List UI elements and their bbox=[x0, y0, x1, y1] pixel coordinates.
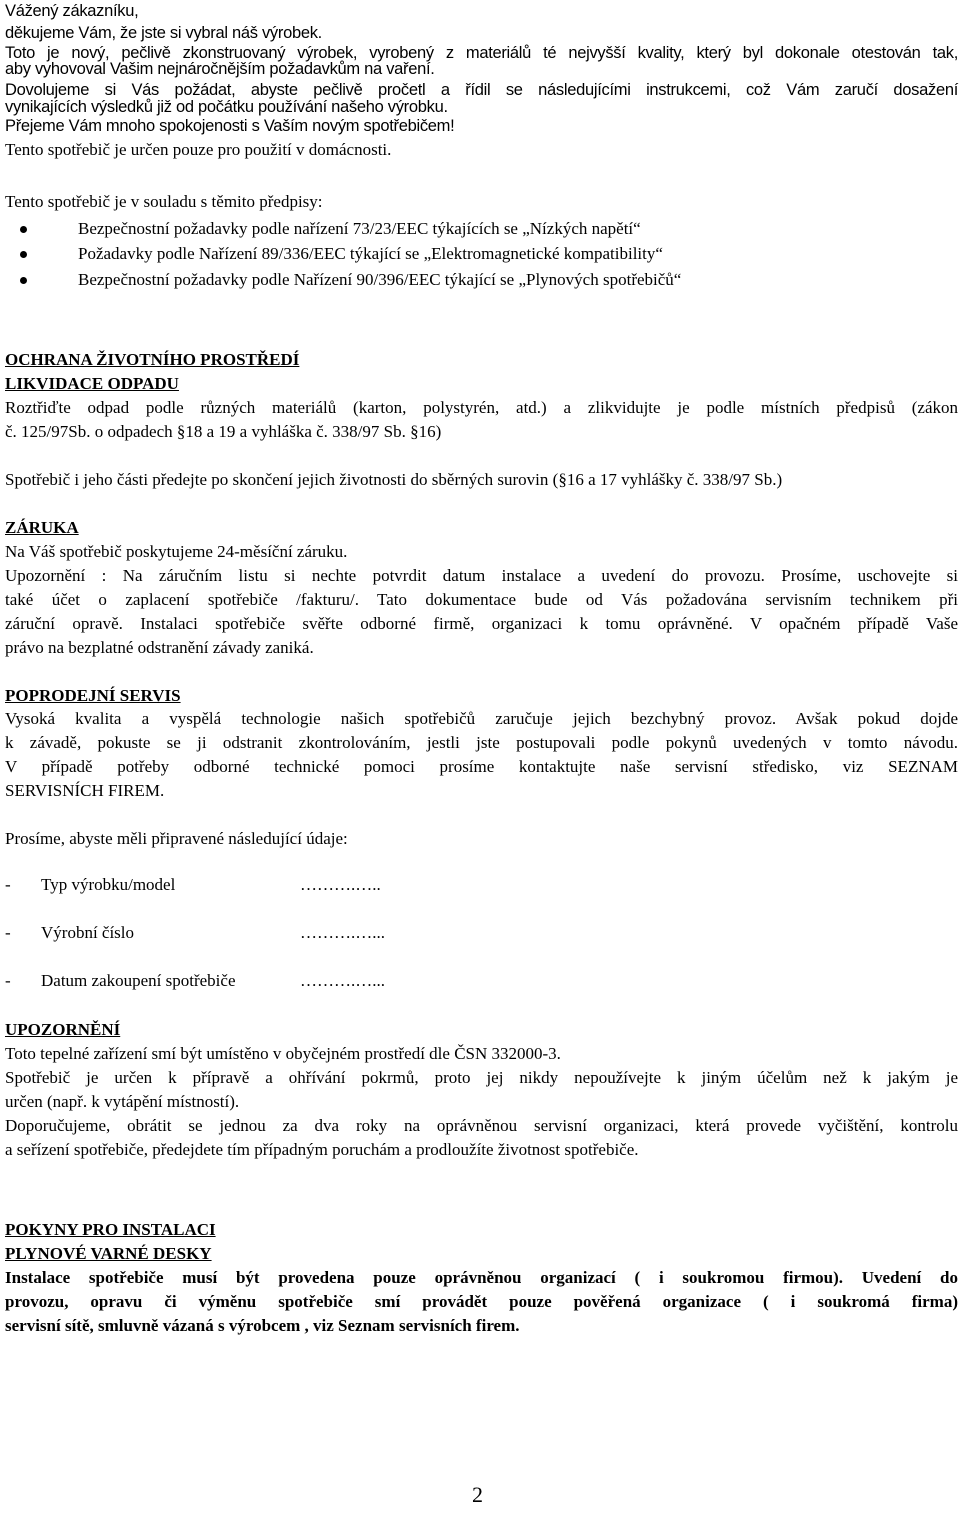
paragraph-line: č. 125/97Sb. o odpadech §18 a 19 a vyhláška č. 338/97 Sb. §16) bbox=[5, 422, 442, 441]
section-heading-environment: OCHRANA ŽIVOTNÍHO PROSTŘEDÍ bbox=[5, 350, 300, 369]
regulation-item: Bezpečnostní požadavky podle Nařízení 90/396/EEC týkající se „Plynových spotřebičů“ bbox=[78, 270, 682, 289]
field-blank: ……….…... bbox=[300, 923, 385, 942]
regulations-intro: Tento spotřebič je v souladu s těmito předpisy: bbox=[5, 192, 323, 211]
paragraph-line: servisní sítě, smluvně vázaná s výrobcem , viz Seznam servisních firem. bbox=[5, 1316, 520, 1335]
intro-line: vynikajících výsledků již od počátku používání našeho výrobku. bbox=[5, 98, 448, 116]
paragraph-line: a seřízení spotřebiče, předejdete tím případným poruchám a prodloužíte životnost spotřebiče. bbox=[5, 1140, 639, 1159]
bullet-marker bbox=[20, 277, 27, 284]
section-heading-notice: UPOZORNĚNÍ bbox=[5, 1020, 121, 1039]
paragraph-line: Spotřebič i jeho části předejte po skončení jejich životnosti do sběrných surovin (§16 a 17 vyhlášky č. 338/97 Sb.) bbox=[5, 470, 783, 489]
intro-line: aby vyhovoval Vašim nejnáročnějším požadavkům na vaření. bbox=[5, 60, 435, 78]
paragraph-line: určen (např. k vytápění místností). bbox=[5, 1092, 240, 1111]
paragraph-line: Prosíme, abyste měli připravené následující údaje: bbox=[5, 829, 348, 848]
page-number: 2 bbox=[472, 1482, 483, 1507]
paragraph-line: Toto tepelné zařízení smí být umístěno v obyčejném prostředí dle ČSN 332000-3. bbox=[5, 1044, 561, 1063]
paragraph-line: Upozornění : Na záručním listu si nechte potvrdit datum instalace a uvedení do provozu. Prosíme, uschovejte si bbox=[5, 566, 958, 585]
paragraph-line: V případě potřeby odborné technické pomoci prosíme kontaktujte naše servisní středisko, viz SEZNAM bbox=[5, 757, 958, 776]
paragraph-line: Vysoká kvalita a vyspělá technologie našich spotřebičů zaručuje jejich bezchybný provoz. Avšak pokud dojde bbox=[5, 709, 958, 728]
paragraph-line: SERVISNÍCH FIREM. bbox=[5, 781, 165, 800]
intro-line: Přejeme Vám mnoho spokojenosti s Vaším novým spotřebičem! bbox=[5, 117, 455, 135]
paragraph-line: provozu, opravu či výměnu spotřebiče smí provádět pouze pověřená organizace ( i soukromá firma) bbox=[5, 1292, 958, 1311]
paragraph-line: k závadě, pokuste se ji odstranit zkontrolováním, jestli jste postupovali podle pokynů uvedených v tomto návodu. bbox=[5, 733, 958, 752]
section-heading-service: POPRODEJNÍ SERVIS bbox=[5, 686, 181, 705]
section-heading-installation: POKYNY PRO INSTALACI bbox=[5, 1220, 216, 1239]
paragraph-line: také účet o zaplacení spotřebiče /fakturu/. Tato dokumentace bude od Vás požadována servisním technikem při bbox=[5, 590, 958, 609]
field-label-purchase-date: Datum zakoupení spotřebiče bbox=[41, 971, 236, 990]
thanks-line: děkujeme Vám, že jste si vybral náš výrobek. bbox=[5, 24, 322, 42]
paragraph-line: Instalace spotřebiče musí být provedena pouze oprávněnou organizací ( i soukromou firmou). Uvedení do bbox=[5, 1268, 958, 1287]
field-blank: ……….….. bbox=[300, 875, 381, 894]
list-dash: - bbox=[5, 971, 11, 990]
regulation-item: Bezpečnostní požadavky podle nařízení 73/23/EEC týkajících se „Nízkých napětí“ bbox=[78, 219, 641, 238]
paragraph-line: právo na bezplatné odstranění závady zaniká. bbox=[5, 638, 314, 657]
bullet-marker bbox=[20, 226, 27, 233]
intro-line: Dovolujeme si Vás požádat, abyste pečlivě pročetl a řídil se následujícími instrukcemi, což Vám zaručí dosažení bbox=[5, 81, 958, 99]
paragraph-line: Doporučujeme, obrátit se jednou za dva roky na oprávněnou servisní organizaci, která provede vyčištění, kontrolu bbox=[5, 1116, 958, 1135]
list-dash: - bbox=[5, 875, 11, 894]
paragraph-line: Roztřiďte odpad podle různých materiálů (karton, polystyrén, atd.) a zlikvidujte je podle místních předpisů (zákon bbox=[5, 398, 958, 417]
field-label-serial: Výrobní číslo bbox=[41, 923, 135, 942]
paragraph-line: záruční opravě. Instalaci spotřebiče svěřte odborné firmě, organizaci k tomu oprávněné. V opačném případě Vaše bbox=[5, 614, 958, 633]
greeting: Vážený zákazníku, bbox=[5, 2, 139, 20]
section-heading-gas-hob: PLYNOVÉ VARNÉ DESKY bbox=[5, 1244, 212, 1263]
household-only-notice: Tento spotřebič je určen pouze pro použití v domácnosti. bbox=[5, 140, 392, 159]
section-heading-waste: LIKVIDACE ODPADU bbox=[5, 374, 179, 393]
field-blank: ……….…... bbox=[300, 971, 385, 990]
regulation-item: Požadavky podle Nařízení 89/336/EEC týkající se „Elektromagnetické kompatibility“ bbox=[78, 244, 663, 263]
section-heading-warranty: ZÁRUKA bbox=[5, 518, 79, 537]
field-label-model: Typ výrobku/model bbox=[41, 875, 176, 894]
bullet-marker bbox=[20, 251, 27, 258]
paragraph-line: Spotřebič je určen k přípravě a ohřívání pokrmů, proto jej nikdy nepoužívejte k jiným účelům než k jakým je bbox=[5, 1068, 958, 1087]
paragraph-line: Na Váš spotřebič poskytujeme 24-měsíční záruku. bbox=[5, 542, 348, 561]
list-dash: - bbox=[5, 923, 11, 942]
intro-line: Toto je nový, pečlivě zkonstruovaný výrobek, vyrobený z materiálů té nejvyšší kvality, který byl dokonale otestován tak, bbox=[5, 44, 958, 62]
